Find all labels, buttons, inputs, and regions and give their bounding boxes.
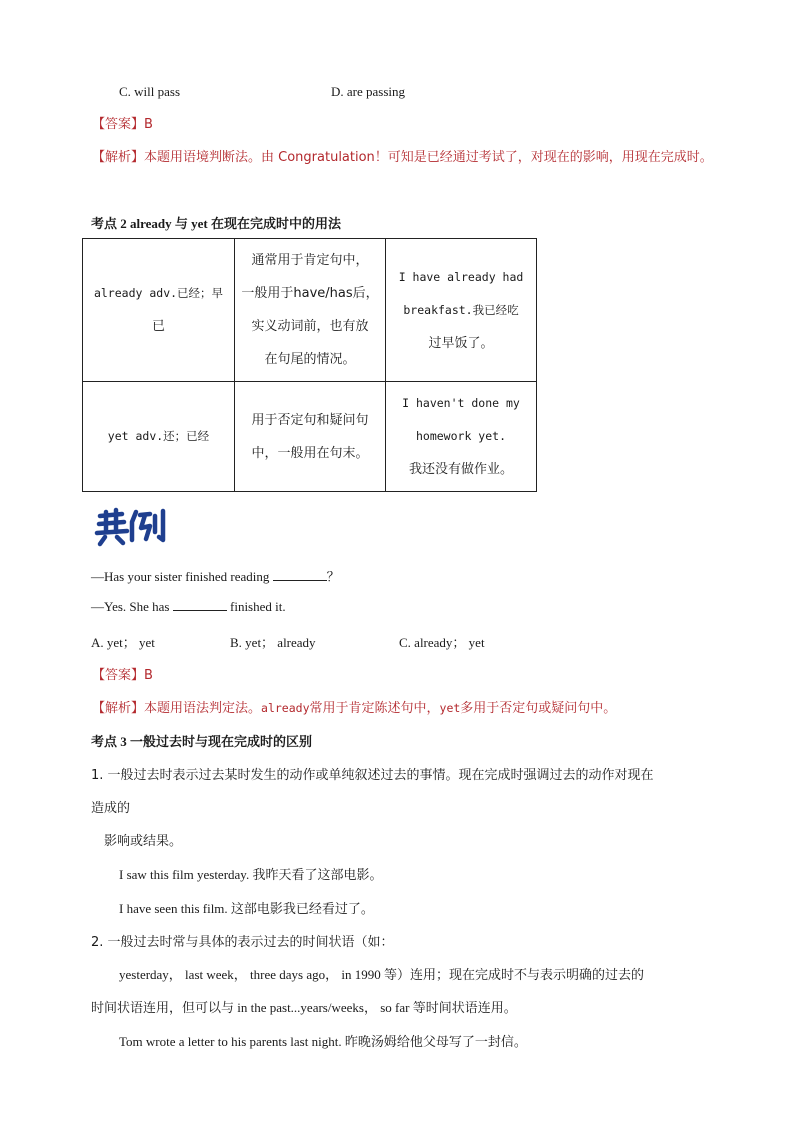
question-mark: ？ — [326, 569, 340, 584]
analysis-tag: 【解析】 — [92, 701, 145, 716]
analysis-text: 本题用语法判定法。 — [144, 701, 262, 716]
example-line: I haven't done my — [402, 396, 520, 410]
question-text: finished it. — [230, 599, 286, 614]
analysis-text: 本题用语境判断法。由 Congratulation！可知是已经通过考试了，对现在的影响，用现在完成时。 — [144, 150, 713, 165]
answer-tag: 【答案】 — [92, 117, 145, 132]
usage-line: 用于否定句和疑问句 — [251, 412, 369, 428]
example-sentence-2: I have seen this film. 这部电影我已经看过了。 — [119, 901, 374, 916]
question-line-1 — [91, 566, 340, 585]
word-yet: yet adv.还；已经 — [107, 429, 210, 443]
example-line: homework yet. — [415, 429, 506, 443]
usage-line: 中，一般用在句末。 — [251, 445, 369, 461]
example-logo — [94, 506, 174, 548]
table-cell-example — [386, 239, 537, 382]
keyword-already: already — [261, 701, 310, 715]
table-cell-word — [83, 382, 235, 492]
table-cell-usage — [235, 382, 386, 492]
analysis-text: 多用于否定句或疑问句中。 — [460, 701, 617, 716]
section-2-title: 考点 2 already 与 yet 在现在完成时中的用法 — [91, 216, 341, 231]
word-already: already adv.已经；早 — [93, 286, 224, 300]
section-3-title: 考点 3 一般过去时与现在完成时的区别 — [91, 734, 313, 749]
usage-line: 实义动词前，也有放 — [251, 319, 369, 334]
question-text: —Yes. She has — [91, 599, 170, 614]
answer-blank-1 — [273, 568, 327, 581]
usage-table — [82, 238, 537, 492]
table-cell-usage — [235, 239, 386, 382]
example-line: breakfast.我已经吃 — [403, 302, 519, 317]
paragraph-2-line-1: 2. 一般过去时常与具体的表示过去的时间状语（如： — [91, 935, 394, 950]
analysis-tag: 【解析】 — [92, 150, 145, 165]
option-c: C. will pass — [119, 84, 181, 99]
usage-line: 通常用于肯定句中， — [251, 253, 369, 268]
table-row — [83, 239, 537, 382]
paragraph-1-line-2: 造成的 — [91, 801, 131, 816]
option-a: A. yet； yet — [91, 635, 155, 650]
paragraph-2-line-3: 时间状语连用，但可以与 in the past...years/weeks， so far 等时间状语连用。 — [91, 1000, 517, 1015]
table-cell-example — [386, 382, 537, 492]
example-line: 我还没有做作业。 — [408, 462, 513, 477]
analysis-line-2 — [92, 697, 616, 716]
answer-tag: 【答案】 — [92, 668, 145, 683]
answer-value: B — [144, 668, 153, 683]
analysis-text: 常用于肯定陈述句中， — [309, 701, 440, 716]
usage-line: 一般用于have/has后， — [241, 286, 379, 301]
example-sentence-1: I saw this film yesterday. 我昨天看了这部电影。 — [119, 867, 383, 882]
paragraph-1-line-3: 影响或结果。 — [104, 834, 183, 849]
answer-line-1 — [92, 113, 153, 132]
example-line: I have already had — [398, 269, 524, 284]
answer-blank-2 — [173, 598, 227, 611]
option-c: C. already； yet — [399, 635, 485, 650]
answer-line-2 — [92, 664, 153, 683]
table-row — [83, 382, 537, 492]
example-line: 过早饭了。 — [428, 335, 494, 351]
question-line-2 — [91, 598, 286, 615]
example-sentence-3: Tom wrote a letter to his parents last night. 昨晚汤姆给他父母写了一封信。 — [119, 1034, 527, 1049]
table-cell-word — [83, 239, 235, 382]
analysis-line-1 — [92, 146, 713, 165]
paragraph-2-line-2: yesterday， last week， three days ago， in 1990 等）连用；现在完成时不与表示明确的过去的 — [119, 967, 644, 982]
option-b: B. yet； already — [230, 635, 316, 650]
word-already-cont: 已 — [151, 319, 165, 334]
answer-value: B — [144, 117, 153, 132]
usage-line: 在句尾的情况。 — [264, 352, 356, 367]
keyword-yet: yet — [439, 701, 461, 715]
option-d: D. are passing — [331, 84, 406, 99]
paragraph-1-line-1: 1. 一般过去时表示过去某时发生的动作或单纯叙述过去的事情。现在完成时强调过去的动作对现在 — [91, 768, 654, 783]
question-text: —Has your sister finished reading — [91, 569, 270, 584]
